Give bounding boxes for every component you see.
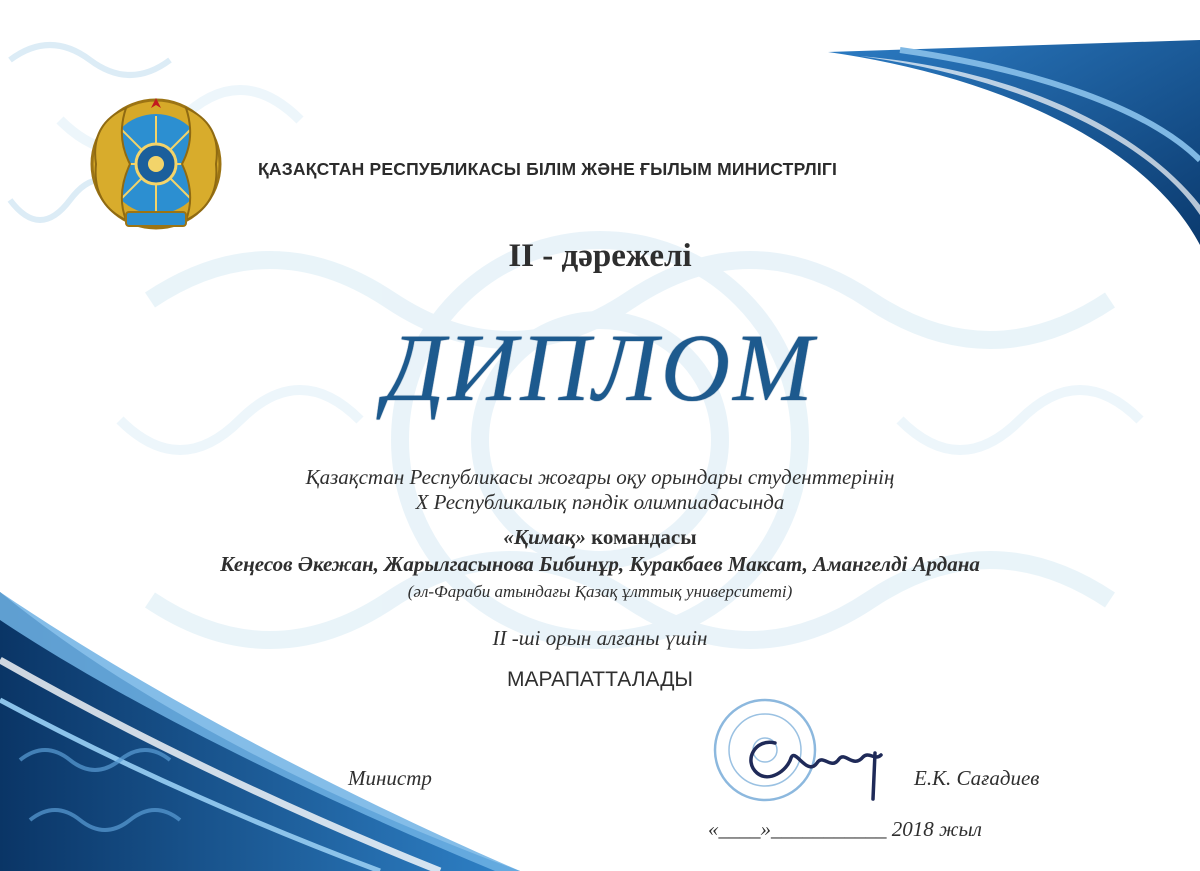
university-name: (әл-Фараби атындағы Қазақ ұлттық университеті) (407, 582, 793, 601)
kazakhstan-coat-of-arms-icon (84, 96, 228, 236)
minister-signature (735, 713, 895, 803)
team-members: Кеңесов Әкежан, Жарылгасынова Бибинұр, Куракбаев Максат, Амангелді Ардана (220, 552, 980, 576)
degree-label: II - дәрежелі (508, 238, 692, 274)
diploma-title: ДИПЛОМ (383, 314, 817, 421)
team-name: «Қимақ» (503, 525, 586, 549)
description-line-1: Қазақстан Республикасы жоғары оқу орындары студенттерінің (305, 465, 895, 489)
team-suffix: командасы (585, 525, 697, 549)
minister-name: Е.К. Сағадиев (914, 766, 1040, 790)
award-label: МАРАПАТТАЛАДЫ (506, 668, 694, 691)
issue-date: «____»___________ 2018 жыл (708, 817, 982, 841)
team-line (0, 525, 1200, 550)
ministry-title: ҚАЗАҚСТАН РЕСПУБЛИКАСЫ БІЛІМ ЖӘНЕ ҒЫЛЫМ МИНИСТРЛІГІ (258, 159, 838, 179)
minister-label: Министр (348, 766, 432, 790)
place-line: II -ші орын алғаны үшін (492, 626, 708, 650)
description-line-2: X Республикалық пәндік олимпиадасында (415, 490, 785, 514)
